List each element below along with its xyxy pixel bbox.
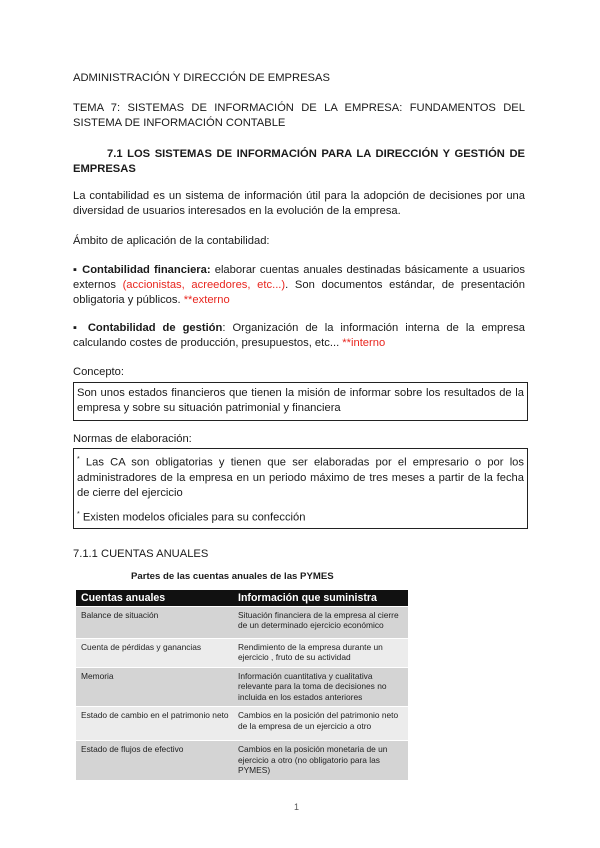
financiera-term: Contabilidad financiera: xyxy=(82,264,211,276)
subject-heading: ADMINISTRACIÓN Y DIRECCIÓN DE EMPRESAS xyxy=(73,72,330,84)
table-cell: Cambios en la posición del patrimonio neto de la empresa de un ejercicio a otro xyxy=(233,707,408,741)
table-row xyxy=(76,667,408,707)
subsection-heading: 7.1.1 CUENTAS ANUALES xyxy=(73,548,209,560)
table-cell: Situación financiera de la empresa al cierre de un determinado ejercicio económico xyxy=(233,606,408,638)
norma-text: Existen modelos oficiales para su confección xyxy=(79,511,306,524)
norma-text: Las CA son obligatorias y tienen que ser elaboradas por el empresario o por los administradores de la empresa en un periodo máximo de tres meses a partir de la fecha de cierre del ejercicio xyxy=(77,456,524,499)
financiera-text-2: . Son documentos estándar, de presentación obligatoria y públicos. xyxy=(73,279,525,306)
table-cell: Balance de situación xyxy=(76,606,233,638)
bullet-icon: ▪ xyxy=(73,264,78,276)
asterisk-icon: * xyxy=(77,510,80,518)
financiera-red-2: **externo xyxy=(183,294,230,306)
cuentas-anuales-table xyxy=(76,590,408,780)
gestion-term: Contabilidad de gestión xyxy=(87,322,223,334)
table-cell: Rendimiento de la empresa durante un ejercicio , fruto de su actividad xyxy=(233,638,408,667)
table-row xyxy=(76,707,408,741)
table-header-cell: Cuentas anuales xyxy=(76,590,233,606)
table-header-cell: Información que suministra xyxy=(233,590,408,606)
table-caption: Partes de las cuentas anuales de las PYMES xyxy=(131,571,334,582)
norma-item xyxy=(77,452,524,501)
intro-paragraph: La contabilidad es un sistema de información útil para la adopción de decisiones por una diversidad de usuarios interesados en la evolución de la empresa. xyxy=(73,190,525,217)
gestion-paragraph xyxy=(73,321,525,351)
bullet-icon: ▪ xyxy=(73,322,81,334)
table-cell: Cambios en la posición monetaria de un ejercicio a otro (no obligatorio para las PYMES) xyxy=(233,741,408,780)
table-cell: Memoria xyxy=(76,667,233,707)
concepto-box: Son unos estados financieros que tienen la misión de informar sobre los resultados de la empresa y sobre su situación patrimonial y financiera xyxy=(73,382,528,421)
table-cell: Cuenta de pérdidas y ganancias xyxy=(76,638,233,667)
table-cell: Estado de flujos de efectivo xyxy=(76,741,233,780)
table-header-row xyxy=(76,590,408,606)
normas-box xyxy=(73,448,528,529)
table-row xyxy=(76,606,408,638)
table-row xyxy=(76,741,408,780)
concepto-label: Concepto: xyxy=(73,366,124,378)
page-number: 1 xyxy=(294,802,300,812)
table-cell: Estado de cambio en el patrimonio neto xyxy=(76,707,233,741)
gestion-red-1: **interno xyxy=(342,337,386,349)
ambito-label: Ámbito de aplicación de la contabilidad: xyxy=(73,235,270,247)
gestion-text-1: : Organización de la información interna de la empresa calculando costes de producción, presupuestos, etc... xyxy=(73,322,526,349)
financiera-red-1: (accionistas, acreedores, etc...) xyxy=(122,279,286,291)
section-title: 7.1 LOS SISTEMAS DE INFORMACIÓN PARA LA DIRECCIÓN Y GESTIÓN DE EMPRESAS xyxy=(73,148,525,175)
table-row xyxy=(76,638,408,667)
financiera-text-1: elaborar cuentas anuales destinadas básicamente a usuarios externos xyxy=(73,264,525,291)
normas-label: Normas de elaboración: xyxy=(73,433,192,445)
asterisk-icon: * xyxy=(77,456,80,463)
table-cell: Información cuantitativa y cualitativa relevante para la toma de decisiones no incluida en los estados anteriores xyxy=(233,667,408,707)
norma-item xyxy=(77,507,524,526)
financiera-paragraph xyxy=(73,263,525,308)
topic-heading: TEMA 7: SISTEMAS DE INFORMACIÓN DE LA EMPRESA: FUNDAMENTOS DEL SISTEMA DE INFORMACIÓN CONTABLE xyxy=(73,102,525,129)
